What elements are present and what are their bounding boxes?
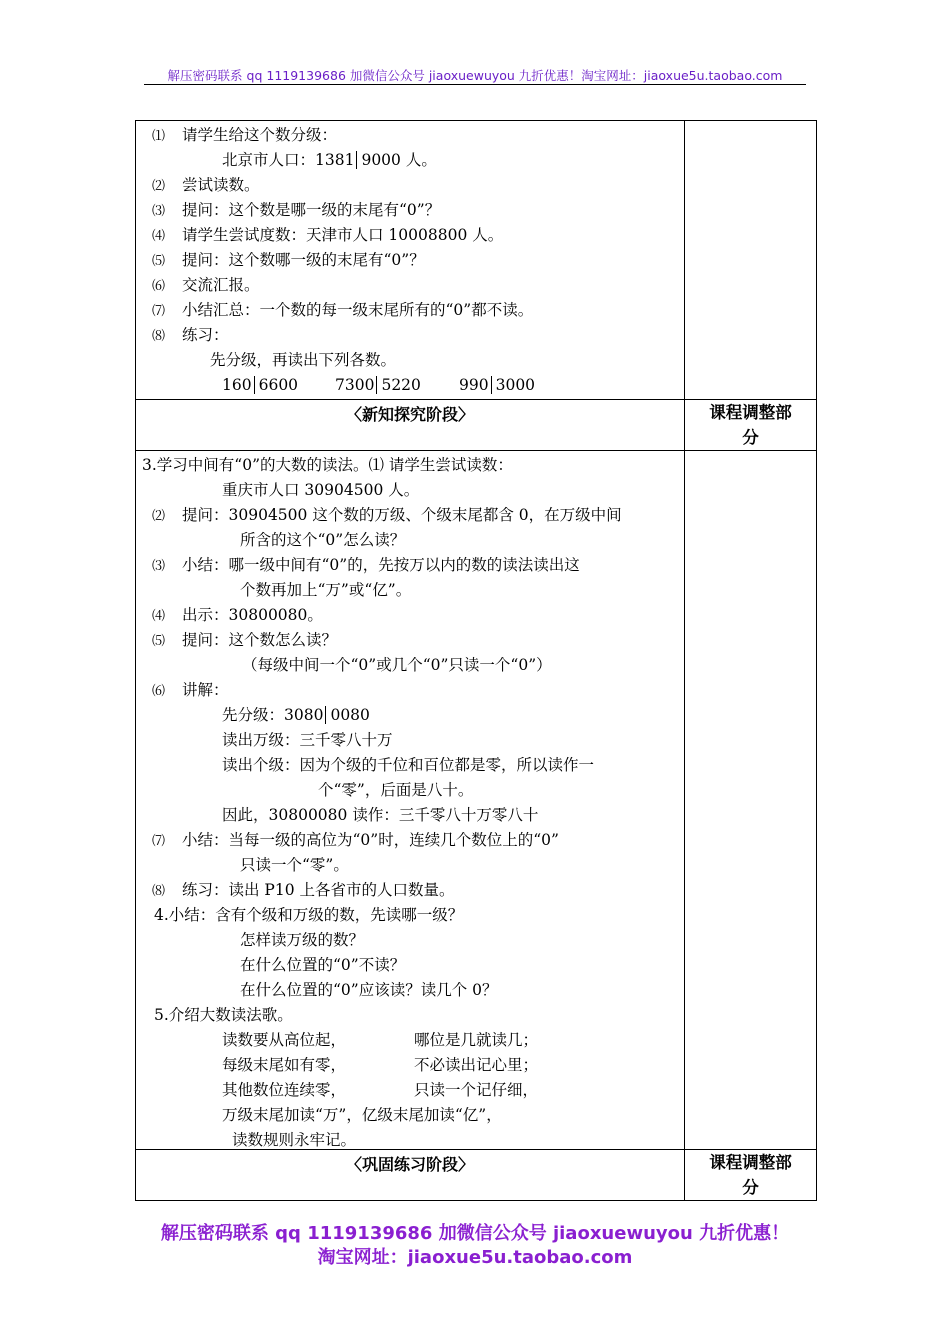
line: 读出个级：因为个级的千位和百位都是零，所以读作一 bbox=[222, 756, 595, 774]
stage-title: 〈巩固练习阶段〉 bbox=[345, 1155, 474, 1174]
line: 在什么位置的“0”应该读？读几个 0？ bbox=[240, 981, 498, 999]
line: 5.介绍大数读法歌。 bbox=[154, 1006, 293, 1024]
section1-cell bbox=[136, 121, 685, 400]
header-divider bbox=[144, 84, 806, 85]
footer-line2: 淘宝网址：jiaoxue5u.taobao.com bbox=[317, 1247, 633, 1268]
stage-title: 〈新知探究阶段〉 bbox=[345, 405, 474, 424]
line: ⑹ 讲解： bbox=[152, 681, 229, 699]
exercise-item: 990 3000 bbox=[459, 376, 536, 394]
stage-row bbox=[136, 400, 685, 451]
line: ⑺ 小结汇总：一个数的每一级末尾所有的“0”都不读。 bbox=[152, 301, 534, 319]
line: ⑸ 提问：这个数怎么读？ bbox=[152, 631, 338, 649]
exercise-item: 160 6600 bbox=[222, 376, 299, 394]
line: ⑸ 提问：这个数哪一级的末尾有“0”？ bbox=[152, 251, 425, 269]
line: 北京市人口：1381 9000 人。 bbox=[222, 151, 437, 169]
lesson-table bbox=[135, 120, 817, 1201]
line: ⑴ 请学生给这个数分级： bbox=[152, 126, 338, 144]
line: （每级中间一个“0”或几个“0”只读一个“0”） bbox=[242, 656, 552, 674]
line: 因此，30800080 读作：三千零八十万零八十 bbox=[222, 806, 539, 824]
line: 先分级，再读出下列各数。 bbox=[210, 351, 397, 369]
section2-cell bbox=[136, 451, 685, 1150]
line: 先分级：3080 0080 bbox=[222, 706, 370, 724]
song-line: 每级末尾如有零， 不必读出记心里； bbox=[222, 1056, 539, 1074]
adjust-cell bbox=[685, 451, 817, 1150]
line: 在什么位置的“0”不读？ bbox=[240, 956, 406, 974]
line: 只读一个“零”。 bbox=[240, 856, 349, 874]
line: ⑵ 尝试读数。 bbox=[152, 176, 260, 194]
line: ⑶ 提问：这个数是哪一级的末尾有“0”？ bbox=[152, 201, 441, 219]
line: ⑶ 小结：哪一级中间有“0”的，先按万以内的数的读法读出这 bbox=[152, 556, 580, 574]
line: ⑷ 出示：30800080。 bbox=[152, 606, 323, 624]
adjust-header: 课程调整部 分 bbox=[685, 400, 817, 451]
footer-line1: 解压密码联系 qq 1119139686 加微信公众号 jiaoxuewuyou 九折优惠！ bbox=[160, 1223, 790, 1244]
line: 所含的这个“0”怎么读？ bbox=[240, 531, 406, 549]
line: 读出万级：三千零八十万 bbox=[222, 731, 393, 749]
line: ⑻ 练习：读出 P10 上各省市的人口数量。 bbox=[152, 881, 455, 899]
song-line: 读数要从高位起， 哪位是几就读几； bbox=[222, 1031, 539, 1049]
song-line: 万级末尾加读“万”，亿级末尾加读“亿”， bbox=[222, 1106, 502, 1124]
line: 重庆市人口 30904500 人。 bbox=[222, 481, 420, 499]
line: ⑹ 交流汇报。 bbox=[152, 276, 260, 294]
adjust-header: 课程调整部 分 bbox=[685, 1150, 817, 1201]
line: 个“零”，后面是八十。 bbox=[318, 781, 474, 799]
stage-row bbox=[136, 1150, 685, 1201]
line: 怎样读万级的数？ bbox=[240, 931, 365, 949]
line: ⑻ 练习： bbox=[152, 326, 229, 344]
line: ⑵ 提问：30904500 这个数的万级、个级末尾都含 0，在万级中间 bbox=[152, 506, 622, 524]
song-line: 读数规则永牢记。 bbox=[232, 1131, 357, 1149]
exercise-item: 7300 5220 bbox=[335, 376, 421, 394]
line: 4.小结：含有个级和万级的数，先读哪一级？ bbox=[154, 906, 464, 924]
adjust-cell bbox=[685, 121, 817, 400]
song-line: 其他数位连续零， 只读一个记仔细， bbox=[222, 1081, 539, 1099]
line: ⑺ 小结：当每一级的高位为“0”时，连续几个数位上的“0” bbox=[152, 831, 559, 849]
line: ⑷ 请学生尝试度数：天津市人口 10008800 人。 bbox=[152, 226, 504, 244]
line: 3.学习中间有“0”的大数的读法。⑴ 请学生尝试读数： bbox=[142, 456, 513, 474]
header-banner: 解压密码联系 qq 1119139686 加微信公众号 jiaoxuewuyou 九折优惠！淘宝网址：jiaoxue5u.taobao.com bbox=[167, 68, 783, 83]
exercise-numbers bbox=[152, 373, 684, 398]
line: 个数再加上“万”或“亿”。 bbox=[240, 581, 412, 599]
